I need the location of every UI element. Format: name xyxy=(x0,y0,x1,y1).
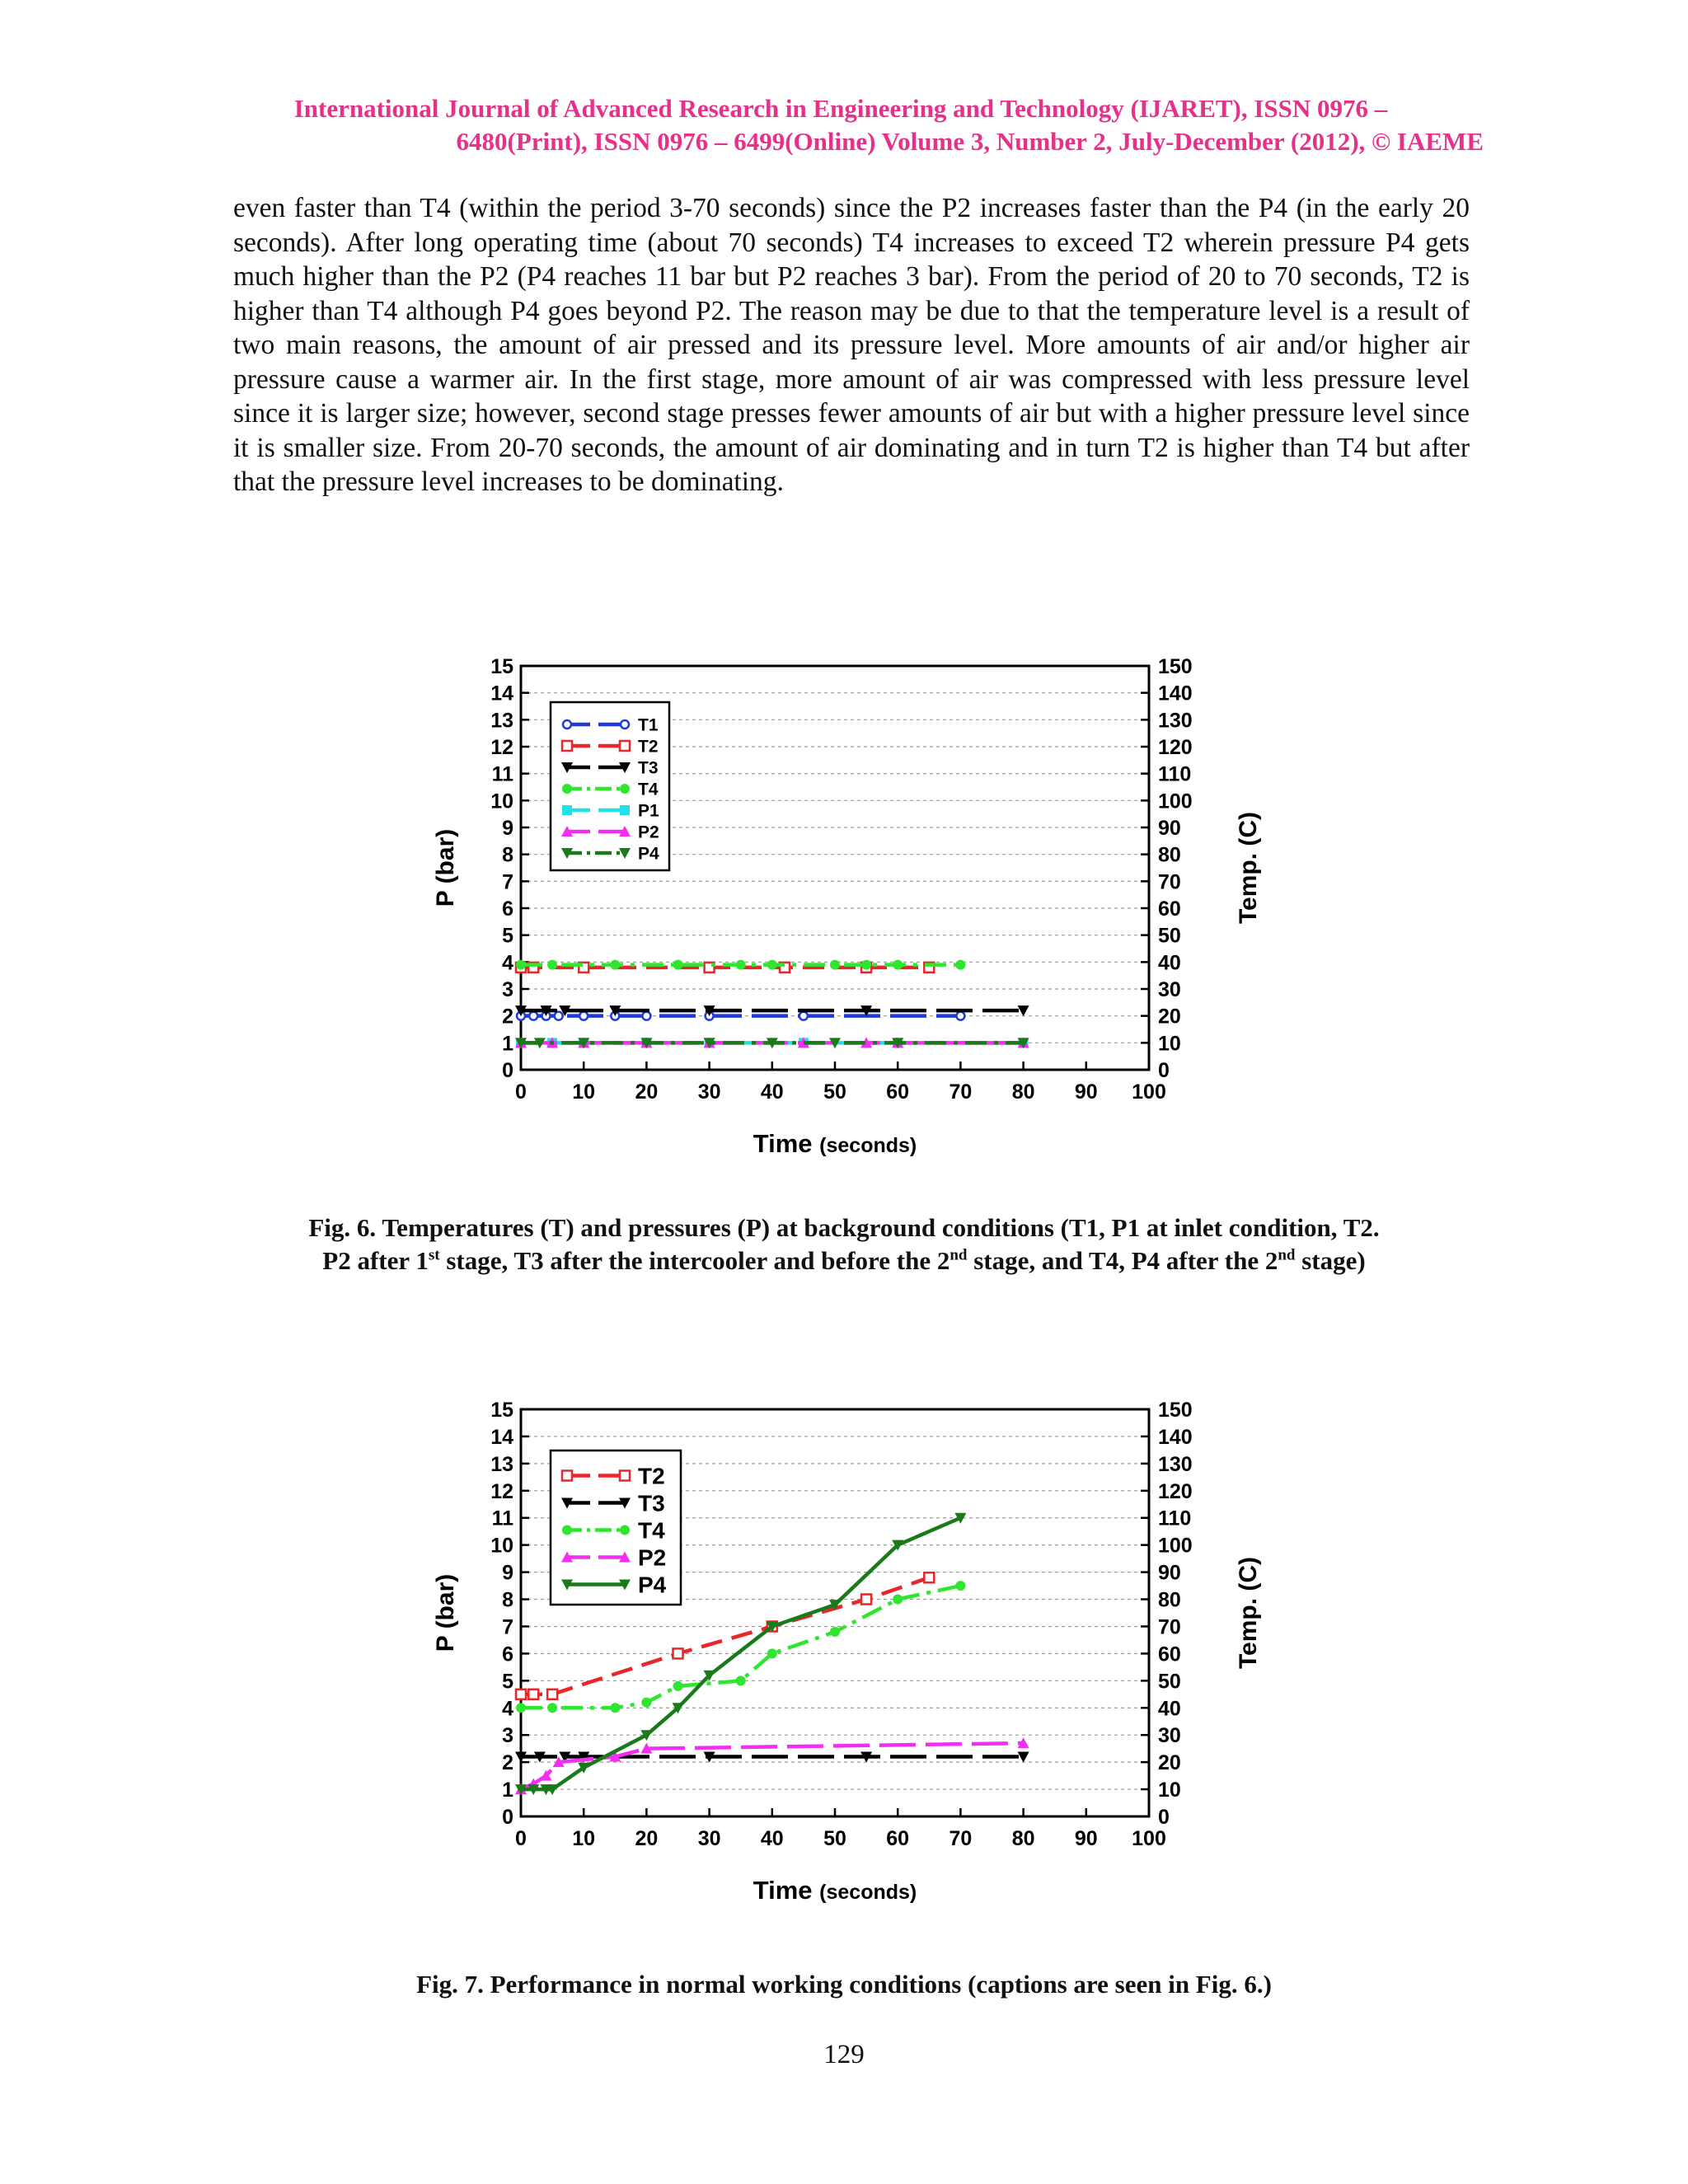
fig7-y2-tick-label: 30 xyxy=(1158,1724,1181,1748)
fig6-y2-tick-label: 110 xyxy=(1158,762,1192,786)
fig7-legend-marker-t2 xyxy=(562,1471,572,1481)
fig7-y2-tick-label: 110 xyxy=(1158,1507,1192,1530)
fig6-y-tick-label: 8 xyxy=(502,843,513,867)
fig7-x-tick-label: 0 xyxy=(515,1827,527,1850)
fig6-y-tick-label: 13 xyxy=(490,709,513,733)
figure-6-caption-sup3: nd xyxy=(1278,1246,1296,1264)
journal-header xyxy=(198,92,1484,158)
fig6-y2-tick-label: 120 xyxy=(1158,736,1193,759)
fig6-y2-tick-label: 130 xyxy=(1158,709,1193,733)
fig7-x-tick-label: 20 xyxy=(635,1827,659,1850)
fig7-point-t4 xyxy=(641,1698,651,1708)
fig6-y-tick-label: 5 xyxy=(502,924,513,948)
fig6-point-t4 xyxy=(736,960,746,970)
fig6-y2-tick-label: 40 xyxy=(1158,951,1181,975)
fig6-point-t1 xyxy=(956,1012,964,1020)
fig6-legend-label-t1: T1 xyxy=(638,715,659,735)
fig6-point-t1 xyxy=(799,1012,808,1020)
fig7-y-tick-label: 6 xyxy=(502,1643,513,1666)
fig6-x-axis-title-unit: (seconds) xyxy=(819,1134,917,1157)
fig7-y-tick-label: 11 xyxy=(491,1507,513,1530)
fig6-y-tick-label: 0 xyxy=(502,1059,513,1082)
figure-6-caption-part1: Fig. 6. Temperatures (T) and pressures (P) at background conditions (T1, P1 at inlet condition, T2. xyxy=(308,1213,1380,1242)
fig6-x-tick-label: 50 xyxy=(823,1080,846,1104)
fig6-y-tick-label: 1 xyxy=(502,1032,513,1056)
figure-7-chart xyxy=(0,1368,1688,1912)
fig7-y-tick-label: 10 xyxy=(490,1534,513,1558)
fig6-y2-axis-title: Temp. (C) xyxy=(1235,811,1262,925)
fig6-legend-marker-p1 xyxy=(562,805,572,815)
fig7-y-tick-label: 13 xyxy=(490,1452,513,1476)
fig6-point-t4 xyxy=(547,960,557,970)
body-paragraph: even faster than T4 (within the period 3-70 seconds) since the P2 increases faster than the P4 (in the early 20 seconds). After long operating time (about 70 seconds) T4 increases to exceed T2 wherein pressure P4 gets much higher than the P2 (P4 reaches 11 bar but P2 reaches 3 bar). From the period of 20 to 70 seconds, T2 is higher than T4 although P4 goes beyond P2. The reason may be due to that the temperature level is a result of two main reasons, the amount of air pressed and its pressure level. More amounts of air and/or higher air pressure cause a warmer air. In the first stage, more amount of air was compressed with less pressure level since it is larger size; however, second stage presses fewer amounts of air but with a higher pressure level since it is smaller size. From 20-70 seconds, the amount of air dominating and in turn T2 is higher than T4 but after that the pressure level increases to be dominating. xyxy=(233,193,1470,497)
fig7-x-tick-label: 30 xyxy=(697,1827,721,1850)
fig7-x-tick-label: 10 xyxy=(572,1827,596,1850)
fig7-x-axis-title-main: Time xyxy=(753,1876,820,1905)
fig7-y2-tick-label: 120 xyxy=(1158,1479,1193,1503)
fig6-legend-marker-t2 xyxy=(620,741,630,751)
fig6-series-t1 xyxy=(517,1012,964,1020)
fig6-point-t4 xyxy=(893,960,903,970)
fig6-y-axis-title: P (bar) xyxy=(432,828,459,907)
figure-7-caption: Fig. 7. Performance in normal working conditions (captions are seen in Fig. 6.) xyxy=(416,1970,1272,1999)
fig6-legend-marker-t2 xyxy=(562,741,572,751)
fig7-legend-label-t4: T4 xyxy=(638,1517,665,1544)
fig6-x-tick-label: 40 xyxy=(760,1080,784,1104)
figure-6-caption-part5: stage) xyxy=(1295,1246,1366,1275)
fig6-legend-marker-t4 xyxy=(620,784,630,794)
fig6-legend-label-p1: P1 xyxy=(638,801,659,821)
fig6-legend-marker-p1 xyxy=(620,805,630,815)
figure-6-caption-part3: stage, T3 after the intercooler and before the 2 xyxy=(439,1246,950,1275)
fig7-legend-label-t2: T2 xyxy=(638,1463,665,1489)
fig6-legend-marker-t4 xyxy=(562,784,572,794)
fig6-x-axis-title xyxy=(753,1129,917,1158)
figure-6-caption-part4: stage, and T4, P4 after the 2 xyxy=(967,1246,1278,1275)
fig7-legend-marker-t4 xyxy=(620,1526,630,1535)
fig7-y-tick-label: 7 xyxy=(502,1615,513,1639)
fig7-legend-label-p2: P2 xyxy=(638,1544,667,1571)
fig7-y-tick-label: 2 xyxy=(502,1751,513,1775)
fig6-legend-label-p2: P2 xyxy=(638,823,659,842)
fig6-point-t4 xyxy=(610,960,620,970)
fig6-legend xyxy=(551,702,669,870)
fig7-x-tick-label: 60 xyxy=(886,1827,910,1850)
fig7-y-tick-label: 5 xyxy=(502,1670,513,1694)
fig7-x-tick-label: 70 xyxy=(949,1827,973,1850)
fig6-x-tick-label: 100 xyxy=(1132,1080,1166,1104)
fig7-point-t2 xyxy=(528,1690,538,1699)
fig7-point-t3 xyxy=(1018,1752,1029,1763)
figure-6-caption xyxy=(165,1212,1523,1277)
fig7-y-tick-label: 1 xyxy=(502,1779,513,1802)
fig6-legend-marker-t1 xyxy=(563,720,571,729)
fig7-series-p2 xyxy=(515,1737,1029,1794)
fig7-x-axis-title xyxy=(753,1876,917,1905)
fig6-x-tick-label: 0 xyxy=(515,1080,527,1104)
fig7-x-axis-title-unit: (seconds) xyxy=(819,1881,917,1904)
fig7-x-tick-label: 50 xyxy=(823,1827,846,1850)
fig6-y2-tick-label: 70 xyxy=(1158,870,1181,894)
fig6-y2-tick-label: 30 xyxy=(1158,978,1181,1001)
fig6-y-tick-label: 10 xyxy=(490,790,513,813)
fig7-y-tick-label: 14 xyxy=(490,1425,513,1449)
fig6-y2-tick-label: 90 xyxy=(1158,817,1181,840)
fig6-y-tick-label: 3 xyxy=(502,978,513,1001)
fig7-y-axis-title: P (bar) xyxy=(432,1573,459,1652)
fig6-y-tick-label: 9 xyxy=(502,817,513,840)
fig7-y2-tick-label: 80 xyxy=(1158,1588,1181,1612)
fig7-legend-label-p4: P4 xyxy=(638,1572,667,1598)
fig7-x-tick-label: 90 xyxy=(1074,1827,1098,1850)
fig6-y2-tick-label: 100 xyxy=(1158,790,1193,813)
figure-6-chart xyxy=(0,626,1688,1170)
fig7-point-t4 xyxy=(610,1703,620,1713)
fig7-point-t4 xyxy=(516,1703,526,1713)
fig6-legend-label-t2: T2 xyxy=(638,737,659,757)
fig6-point-t1 xyxy=(642,1012,650,1020)
fig7-point-t4 xyxy=(830,1627,840,1637)
fig6-x-axis-title-main: Time xyxy=(753,1129,820,1158)
fig7-y2-tick-label: 50 xyxy=(1158,1670,1181,1694)
fig7-y-tick-label: 8 xyxy=(502,1588,513,1612)
fig7-y2-tick-label: 140 xyxy=(1158,1425,1193,1449)
fig7-y2-tick-label: 60 xyxy=(1158,1643,1181,1666)
fig6-x-tick-label: 60 xyxy=(886,1080,910,1104)
fig6-y2-tick-label: 10 xyxy=(1158,1032,1181,1056)
fig7-point-t4 xyxy=(547,1703,557,1713)
fig7-x-tick-label: 40 xyxy=(760,1827,784,1850)
fig7-y2-tick-label: 10 xyxy=(1158,1779,1181,1802)
fig6-legend-marker-t1 xyxy=(621,720,629,729)
fig7-point-t4 xyxy=(955,1581,965,1591)
fig7-y2-tick-label: 70 xyxy=(1158,1615,1181,1639)
fig6-point-t4 xyxy=(673,960,683,970)
fig6-y2-tick-label: 20 xyxy=(1158,1005,1181,1029)
fig7-legend-marker-t4 xyxy=(562,1526,572,1535)
figure-6-caption-sup1: st xyxy=(428,1246,440,1264)
fig7-point-t2 xyxy=(861,1595,871,1605)
fig6-point-t4 xyxy=(955,960,965,970)
fig6-point-t1 xyxy=(555,1012,563,1020)
fig7-y-tick-label: 4 xyxy=(502,1697,513,1721)
fig7-x-tick-label: 80 xyxy=(1011,1827,1035,1850)
fig7-y2-tick-label: 130 xyxy=(1158,1452,1193,1476)
fig6-point-t1 xyxy=(529,1012,537,1020)
fig7-y2-tick-label: 90 xyxy=(1158,1561,1181,1585)
fig6-point-t4 xyxy=(861,960,871,970)
fig6-x-tick-label: 20 xyxy=(635,1080,659,1104)
fig7-y2-tick-label: 0 xyxy=(1158,1806,1170,1829)
fig6-legend-label-t4: T4 xyxy=(638,780,659,799)
page-number: 129 xyxy=(823,2040,865,2069)
fig6-y-tick-label: 12 xyxy=(490,736,513,759)
fig6-y2-tick-label: 80 xyxy=(1158,843,1181,867)
fig6-point-t4 xyxy=(516,960,526,970)
fig7-legend-marker-t2 xyxy=(620,1471,630,1481)
figure-6-caption-part2: P2 after 1 xyxy=(322,1246,429,1275)
fig6-legend-label-t3: T3 xyxy=(638,758,659,778)
fig6-y2-tick-label: 0 xyxy=(1158,1059,1170,1082)
fig7-y2-tick-label: 100 xyxy=(1158,1534,1193,1558)
fig7-point-t4 xyxy=(767,1648,777,1658)
journal-header-line2: 6480(Print), ISSN 0976 – 6499(Online) Volume 3, Number 2, July-December (2012), © IAEME xyxy=(456,127,1484,156)
fig7-y2-axis-title: Temp. (C) xyxy=(1235,1556,1262,1670)
fig7-point-t2 xyxy=(547,1690,557,1699)
fig7-y-tick-label: 3 xyxy=(502,1724,513,1748)
fig7-y-tick-label: 12 xyxy=(490,1479,513,1503)
fig7-y2-tick-label: 20 xyxy=(1158,1751,1181,1775)
fig6-y-tick-label: 6 xyxy=(502,898,513,921)
fig6-y-tick-label: 2 xyxy=(502,1005,513,1029)
fig6-y2-tick-label: 60 xyxy=(1158,898,1181,921)
fig7-point-t4 xyxy=(893,1595,903,1605)
fig6-x-tick-label: 10 xyxy=(572,1080,596,1104)
fig6-point-t3 xyxy=(1018,1005,1029,1016)
fig6-y-tick-label: 11 xyxy=(491,762,513,786)
figure-6-caption-sup2: nd xyxy=(950,1246,968,1264)
fig6-x-tick-label: 90 xyxy=(1074,1080,1098,1104)
journal-header-line1: International Journal of Advanced Research in Engineering and Technology (IJARET), ISSN 0976 – xyxy=(293,94,1388,123)
fig7-point-t2 xyxy=(516,1690,526,1699)
fig7-y-tick-label: 0 xyxy=(502,1806,513,1829)
fig7-y2-tick-label: 150 xyxy=(1158,1399,1193,1422)
fig7-point-t4 xyxy=(736,1675,746,1685)
fig7-point-t2 xyxy=(673,1648,683,1658)
fig7-legend xyxy=(551,1451,681,1605)
fig6-y2-tick-label: 140 xyxy=(1158,682,1193,705)
fig6-y2-tick-label: 150 xyxy=(1158,655,1193,678)
fig6-y-tick-label: 7 xyxy=(502,870,513,894)
fig6-x-tick-label: 30 xyxy=(697,1080,721,1104)
fig7-y2-tick-label: 40 xyxy=(1158,1697,1181,1721)
fig7-point-t2 xyxy=(924,1572,934,1582)
fig6-x-tick-label: 70 xyxy=(949,1080,973,1104)
fig6-x-tick-label: 80 xyxy=(1011,1080,1035,1104)
fig7-x-tick-label: 100 xyxy=(1132,1827,1166,1850)
fig6-y-tick-label: 15 xyxy=(490,655,513,678)
fig7-series-line-p2 xyxy=(521,1743,1024,1789)
fig6-point-t4 xyxy=(830,960,840,970)
fig6-point-t4 xyxy=(767,960,777,970)
fig6-legend-label-p4: P4 xyxy=(638,844,659,864)
fig7-legend-label-t3: T3 xyxy=(638,1490,665,1516)
fig7-y-tick-label: 15 xyxy=(490,1399,513,1422)
fig6-y-tick-label: 14 xyxy=(490,682,513,705)
fig7-point-t4 xyxy=(673,1681,683,1691)
fig6-y2-tick-label: 50 xyxy=(1158,924,1181,948)
fig6-y-tick-label: 4 xyxy=(502,951,513,975)
fig7-y-tick-label: 9 xyxy=(502,1561,513,1585)
fig6-point-t1 xyxy=(579,1012,588,1020)
